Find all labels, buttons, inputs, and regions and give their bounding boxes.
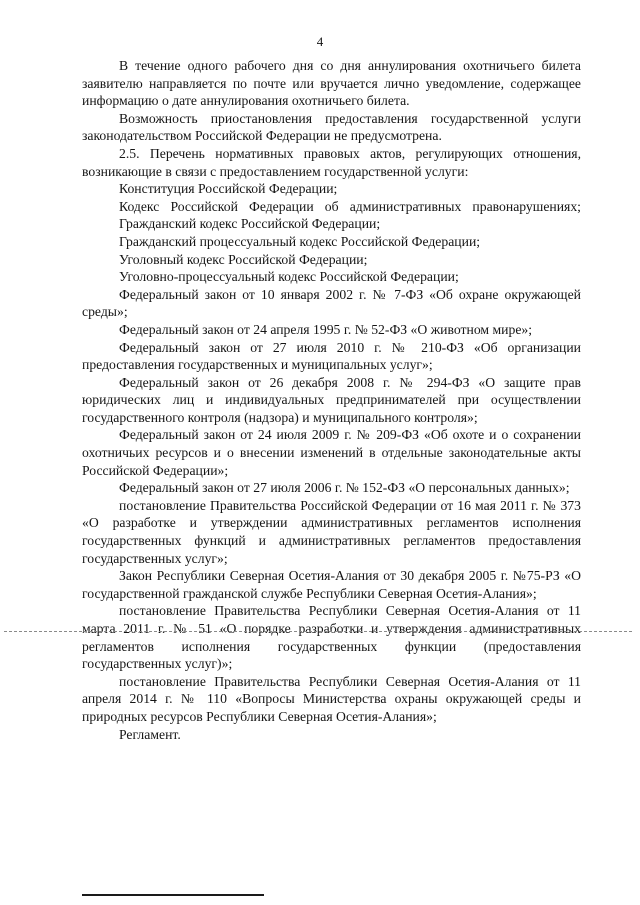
list-item-civil-code: Гражданский кодекс Российской Федерации; xyxy=(119,216,381,232)
list-item-law-152-fz: Федеральный закон от 27 июля 2006 г. № 152-ФЗ «О персональных данных»; xyxy=(119,480,570,496)
list-item-criminal-code: Уголовный кодекс Российской Федерации; xyxy=(119,251,368,267)
document-body xyxy=(82,57,581,743)
paragraph-suspension: Возможность приостановления предоставления государственной услуги законодательством Российской Федерации не предусмотрена. xyxy=(82,110,581,144)
list-item-criminal-procedure-code: Уголовно-процессуальный кодекс Российской Федерации; xyxy=(119,269,459,285)
list-item-law-210-fz: Федеральный закон от 27 июля 2010 г. № 210-ФЗ «Об организации предоставления государственных и муниципальных услуг»; xyxy=(82,339,581,373)
list-item-resolution-373: постановление Правительства Российской Федерации от 16 мая 2011 г. № 373 «О разработке и утверждении административных регламентов исполнения государственных функций и административных регламентов предоставления государственных услуг»; xyxy=(82,497,581,566)
list-item-resolution-51: постановление Правительства Республики Северная Осетия-Алания от 11 марта 2011 г. № 51 «О порядке разработки и утверждения административных регламентов исполнения государственных функции (предоставления государственных услуг)»; xyxy=(82,603,581,672)
list-item-law-209-fz: Федеральный закон от 24 июля 2009 г. № 209-ФЗ «Об охоте и о сохранении охотничьих ресурсов и о внесении изменений в отдельные законодательные акты Российской Федерации»; xyxy=(82,427,581,478)
list-item-law-75-rz: Закон Республики Северная Осетия-Алания от 30 декабря 2005 г. №75-РЗ «О государственной гражданской службе Республики Северная Осетия-Алания»; xyxy=(82,568,581,601)
list-item-administrative-code: Кодекс Российской Федерации об административных правонарушениях; xyxy=(119,198,581,214)
list-item-law-7-fz: Федеральный закон от 10 января 2002 г. № 7-ФЗ «Об охране окружающей среды»; xyxy=(82,286,581,320)
footnote-rule xyxy=(82,894,264,896)
list-item-regulation: Регламент. xyxy=(119,726,181,742)
list-item-law-294-fz: Федеральный закон от 26 декабря 2008 г. № 294-ФЗ «О защите прав юридических лиц и индивидуальных предпринимателей при осуществлении государственного контроля (надзора) и муниципального контроля»; xyxy=(82,374,581,425)
list-item-resolution-110: постановление Правительства Республики Северная Осетия-Алания от 11 апреля 2014 г. № 110 «Вопросы Министерства охраны окружающей среды и природных ресурсов Республики Северная Осетия-Алания»; xyxy=(82,673,581,724)
page-number: 4 xyxy=(316,34,324,49)
dashed-divider xyxy=(4,631,632,632)
paragraph-section-2-5: 2.5. Перечень нормативных правовых актов, регулирующих отношения, возникающие в связи с предоставлением государственной услуги: xyxy=(82,145,581,179)
list-item-law-52-fz: Федеральный закон от 24 апреля 1995 г. № 52-ФЗ «О животном мире»; xyxy=(119,321,533,337)
list-item-civil-procedure-code: Гражданский процессуальный кодекс Российской Федерации; xyxy=(119,233,481,249)
paragraph-annulment-notice: В течение одного рабочего дня со дня аннулирования охотничьего билета заявителю направляется по почте или вручается лично уведомление, содержащее информацию о дате аннулирования охотничьего билета. xyxy=(82,58,581,109)
list-item-constitution: Конституция Российской Федерации; xyxy=(119,181,338,197)
